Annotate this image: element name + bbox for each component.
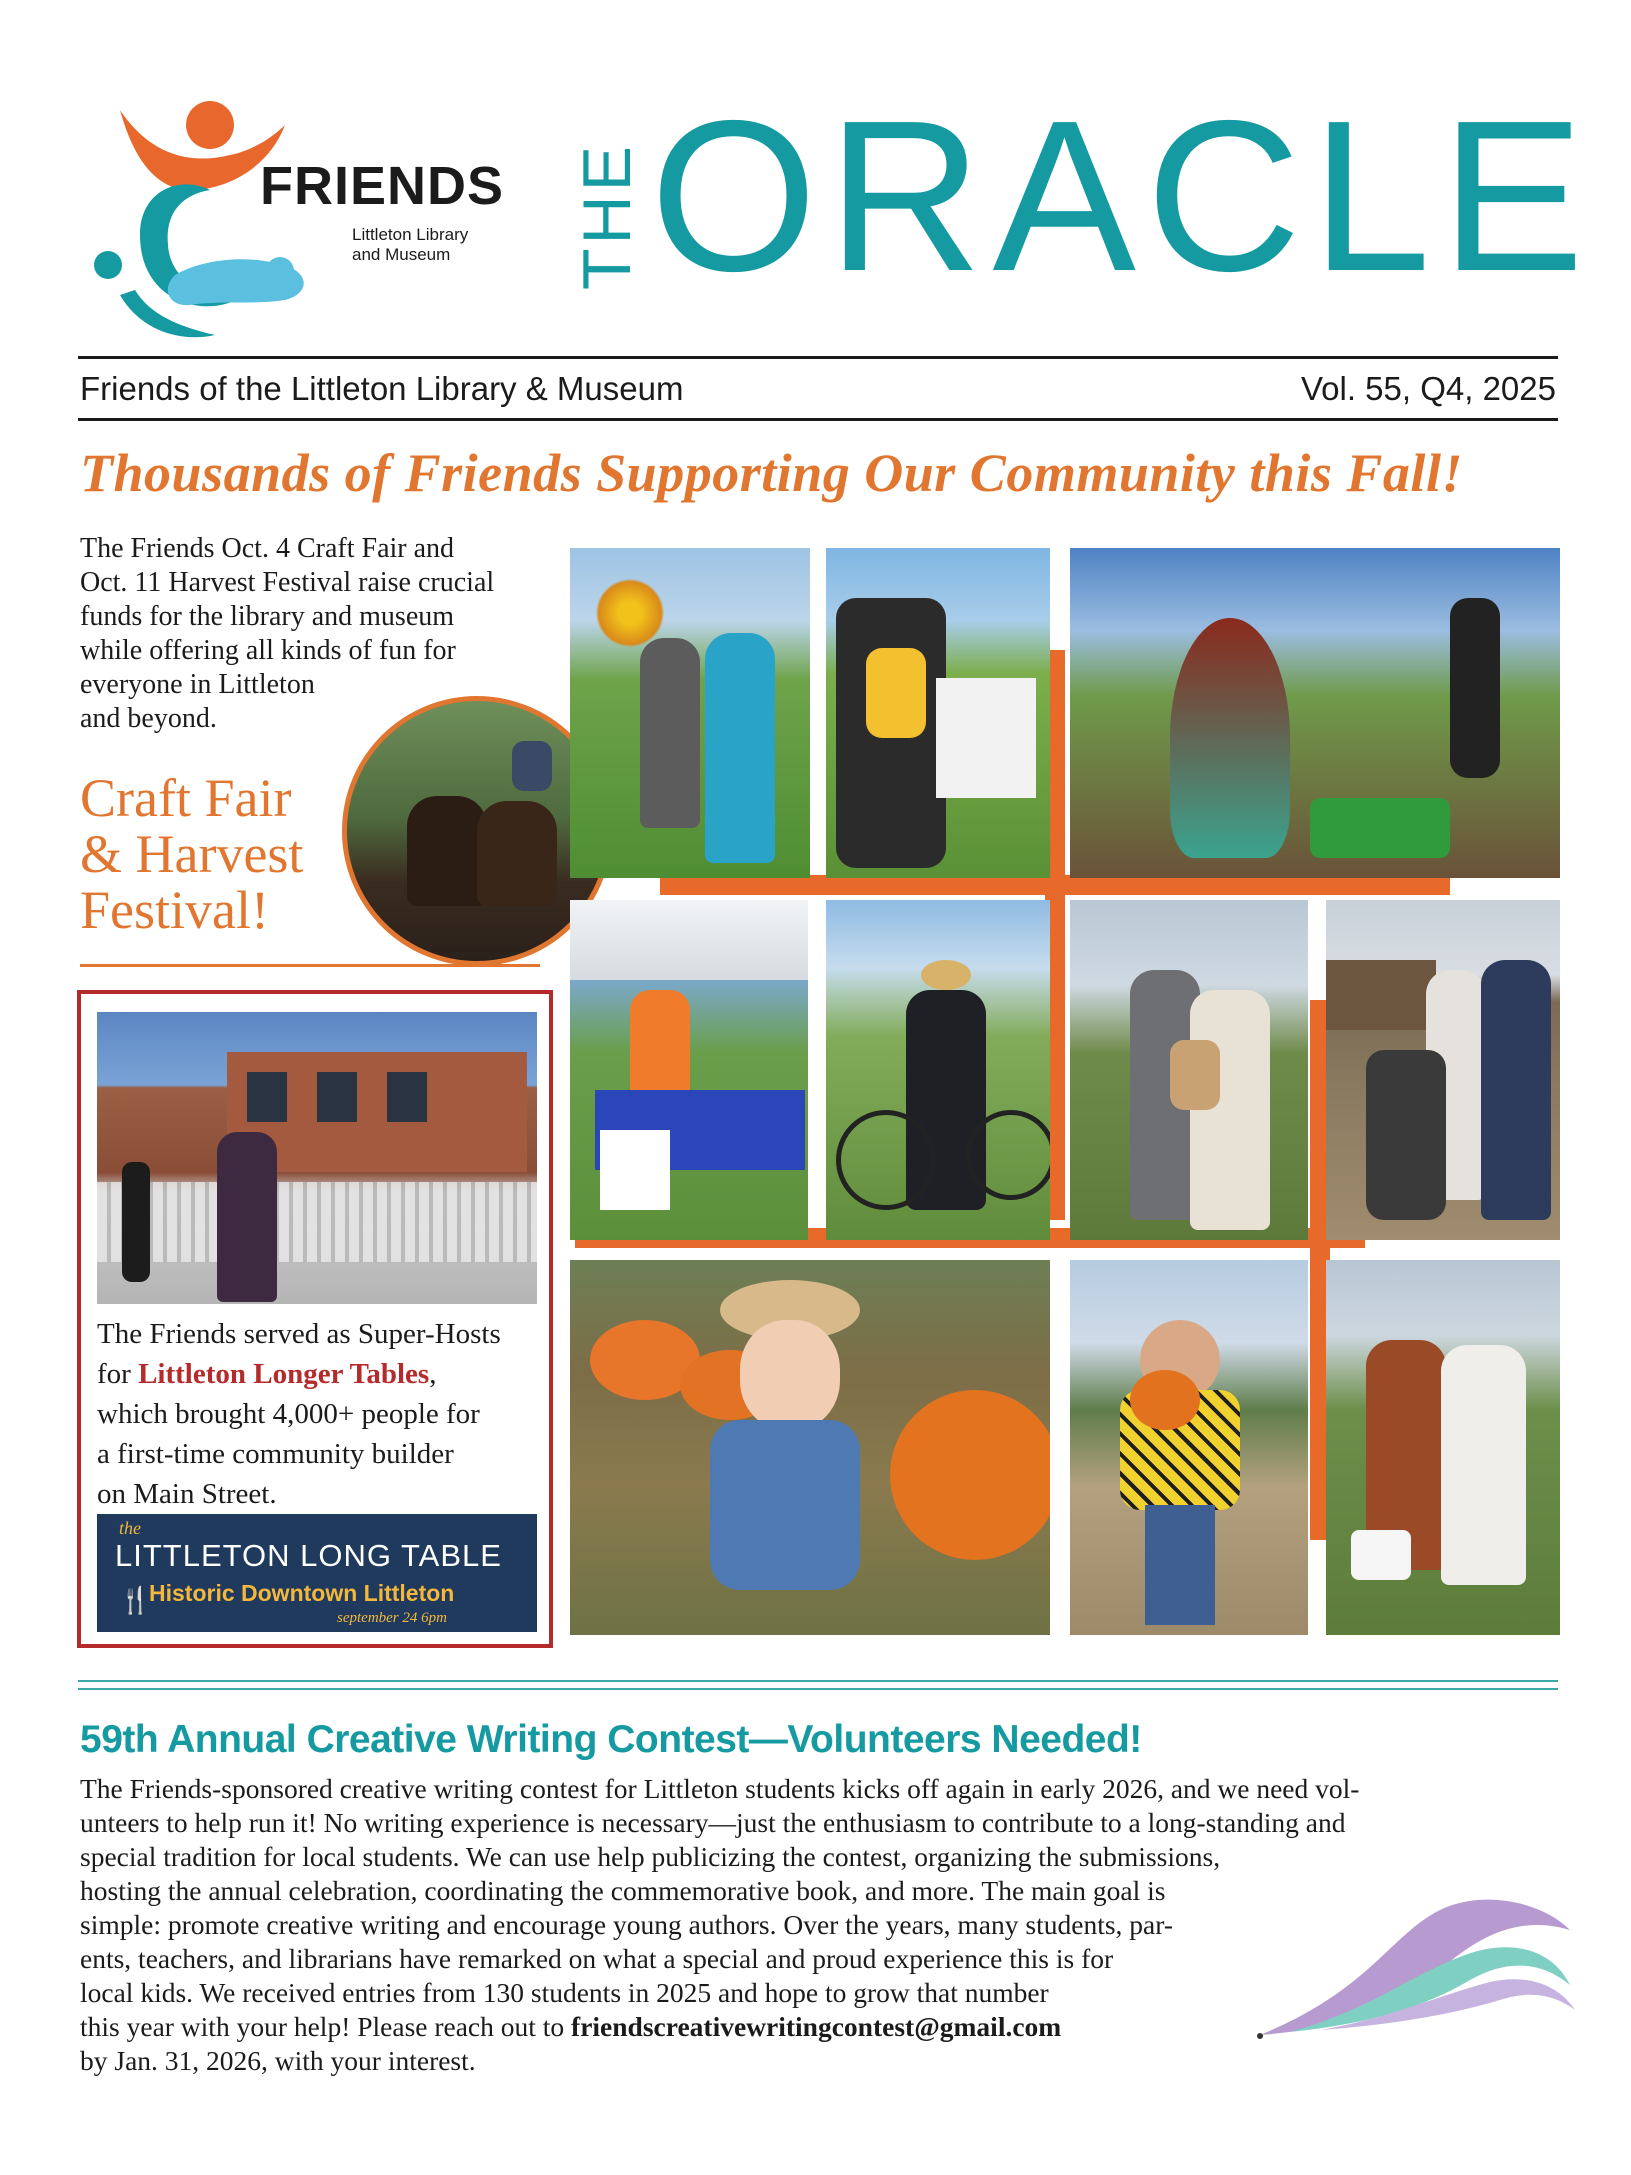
- contest-line: unteers to help run it! No writing experience is necessary—just the enthusiasm to contribute to a long-standing and: [80, 1807, 1346, 1838]
- contest-line: ents, teachers, and librarians have remarked on what a special and proud experience this is for: [80, 1943, 1114, 1974]
- logo-subtitle-line2: and Museum: [352, 245, 451, 264]
- box-line-suffix: ,: [429, 1358, 437, 1390]
- sunflower-friends-photo: [570, 548, 810, 878]
- contest-line: special tradition for local students. We can use help publicizing the contest, organizing the submissions,: [80, 1841, 1221, 1872]
- intro-line: The Friends Oct. 4 Craft Fair and: [80, 533, 455, 564]
- box-line: a first-time community builder: [97, 1438, 454, 1470]
- section-rule-top: [78, 1680, 1558, 1682]
- lead-headline: Thousands of Friends Supporting Our Community this Fall!: [80, 443, 1463, 503]
- stroller-family-photo: [826, 548, 1050, 878]
- banner-date: september 24 6pm: [337, 1610, 447, 1626]
- couple-with-toddler-photo: [1070, 900, 1308, 1240]
- banner-subtitle: Historic Downtown Littleton: [149, 1580, 455, 1606]
- contest-title: 59th Annual Creative Writing Contest—Volunteers Needed!: [80, 1718, 1142, 1761]
- feature-title-line: Festival!: [80, 880, 269, 940]
- banner-the: the: [119, 1518, 141, 1538]
- contest-line: local kids. We received entries from 130 students in 2025 and hope to grow that number: [80, 1977, 1049, 2008]
- feature-title: [80, 770, 380, 938]
- long-tables-text: [97, 1314, 547, 1514]
- intro-line: Oct. 11 Harvest Festival raise crucial: [80, 567, 495, 598]
- masthead-subtitle-right: Vol. 55, Q4, 2025: [1300, 370, 1556, 407]
- contest-line: hosting the annual celebration, coordinating the commemorative book, and more. The main goal is: [80, 1875, 1166, 1906]
- craft-fair-booth-photo: [570, 900, 808, 1240]
- feature-title-line: Craft Fair: [80, 768, 292, 828]
- quill-wave-icon: [1250, 1860, 1590, 2070]
- contest-line: simple: promote creative writing and encourage young authors. Over the years, many students, par-: [80, 1909, 1174, 1940]
- contest-email-link[interactable]: friendscreativewritingcontest@gmail.com: [571, 2011, 1062, 2042]
- contest-line: by Jan. 31, 2026, with your interest.: [80, 2045, 476, 2076]
- main-street-tables-photo: [97, 1012, 537, 1304]
- intro-line: funds for the library and museum: [80, 601, 455, 632]
- box-line: [97, 1354, 547, 1394]
- fork-spoon-icon: 🍴: [119, 1586, 152, 1615]
- banner-title: LITTLETON LONG TABLE: [115, 1538, 502, 1573]
- intro-line: and beyond.: [80, 703, 217, 734]
- baby-in-pumpkin-patch-photo: [570, 1260, 1050, 1635]
- section-rule-bottom: [78, 1688, 1558, 1690]
- feature-title-underline: [80, 964, 540, 967]
- friends-logo-icon: [80, 95, 310, 345]
- metal-rooster-art-photo: [1070, 548, 1560, 878]
- feature-title-line: & Harvest: [80, 824, 304, 884]
- masthead-top-rule: [78, 356, 1558, 359]
- box-line: The Friends served as Super-Hosts: [97, 1318, 501, 1350]
- box-line: on Main Street.: [97, 1478, 277, 1510]
- long-tables-box: [77, 990, 553, 1648]
- masthead-bottom-rule: [78, 418, 1558, 421]
- friends-logo: [80, 95, 520, 345]
- longer-tables-link[interactable]: Littleton Longer Tables: [138, 1358, 430, 1390]
- logo-subtitle-line1: Littleton Library: [352, 225, 469, 244]
- logo-friends-word: FRIENDS: [260, 156, 505, 216]
- box-line-prefix: for: [97, 1358, 139, 1390]
- victorian-bicycle-photo: [826, 900, 1050, 1240]
- intro-line: everyone in Littleton: [80, 669, 315, 700]
- masthead-subtitle-left: Friends of the Littleton Library & Museum: [80, 370, 684, 407]
- man-holding-pumpkin-photo: [1070, 1260, 1308, 1635]
- contest-line: The Friends-sponsored creative writing contest for Littleton students kicks off again in early 2026, and we need vol-: [80, 1773, 1360, 1804]
- family-with-stroller-photo: [1326, 900, 1560, 1240]
- box-line: which brought 4,000+ people for: [97, 1398, 480, 1430]
- intro-line: while offering all kinds of fun for: [80, 635, 456, 666]
- two-girls-photo: [1326, 1260, 1560, 1635]
- masthead-title: ORACLE: [650, 75, 1595, 316]
- long-table-banner: [97, 1514, 537, 1632]
- masthead-the: THE: [569, 142, 645, 290]
- contest-line-text: this year with your help! Please reach out to: [80, 2011, 572, 2042]
